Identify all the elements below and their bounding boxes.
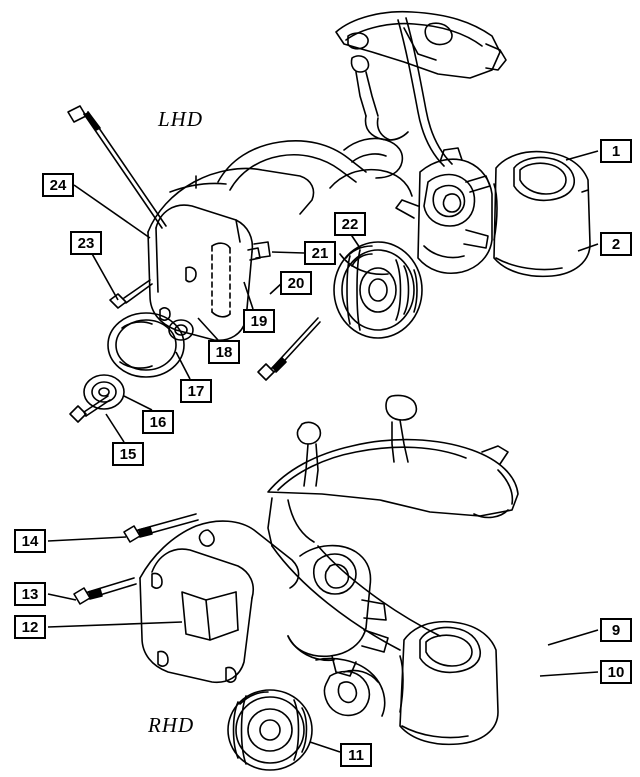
callout-19[interactable]: 19 — [243, 309, 275, 333]
callout-9[interactable]: 9 — [600, 618, 632, 642]
callout-14[interactable]: 14 — [14, 529, 46, 553]
callout-20[interactable]: 20 — [280, 271, 312, 295]
callout-13[interactable]: 13 — [14, 582, 46, 606]
callout-12[interactable]: 12 — [14, 615, 46, 639]
callout-15[interactable]: 15 — [112, 442, 144, 466]
callout-21[interactable]: 21 — [304, 241, 336, 265]
section-label-rhd: RHD — [148, 713, 195, 737]
callout-2[interactable]: 2 — [600, 232, 632, 256]
callout-17[interactable]: 17 — [180, 379, 212, 403]
callout-18[interactable]: 18 — [208, 340, 240, 364]
callout-23[interactable]: 23 — [70, 231, 102, 255]
section-label-lhd: LHD — [158, 107, 204, 131]
callout-22[interactable]: 22 — [334, 212, 366, 236]
callout-1[interactable]: 1 — [600, 139, 632, 163]
callout-16[interactable]: 16 — [142, 410, 174, 434]
callout-24[interactable]: 24 — [42, 173, 74, 197]
callout-10[interactable]: 10 — [600, 660, 632, 684]
callout-11[interactable]: 11 — [340, 743, 372, 767]
